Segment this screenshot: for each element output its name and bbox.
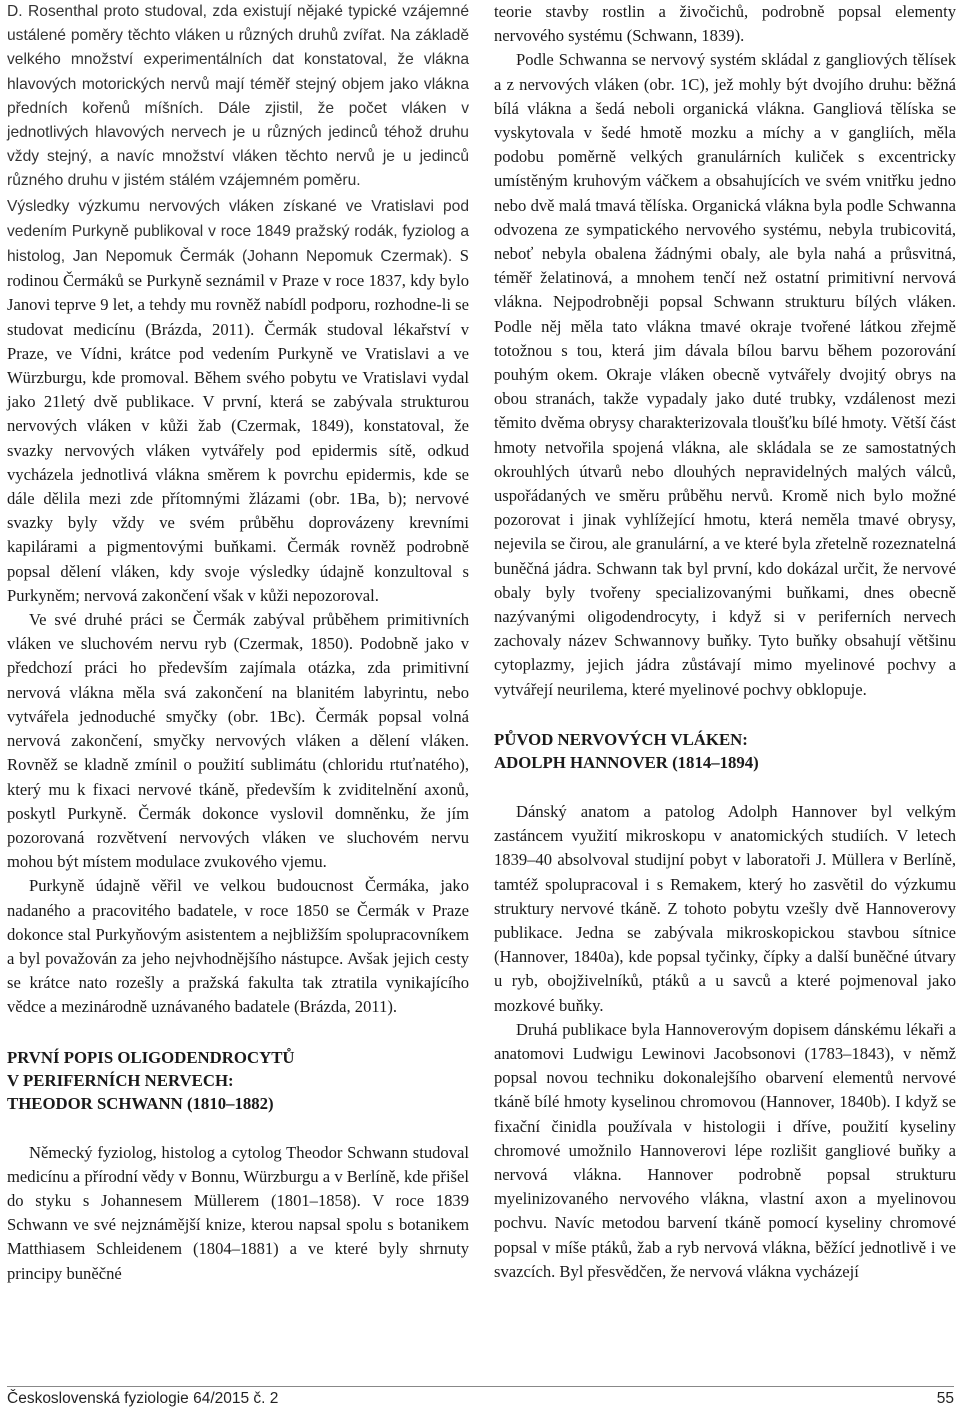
heading-line: PŮVOD NERVOVÝCH VLÁKEN: [494, 729, 748, 749]
paragraph-schwann-bio: Německý fyziolog, histolog a cytolog Theodor Schwann studoval medicínu a přírodní vědy v Bonnu, Würzburgu a v Berlíně, kde přišel do styku s Johannesem Müllerem (1801–1858). V roce 1839 Schwann ve své nejznámější knize, kterou napsal spolu s botanikem Matthiasem Schleidenem (1804–1881) a ve které byly shrnuty principy buněčné [7, 1142, 469, 1283]
heading-line: THEODOR SCHWANN (1810–1882) [7, 1093, 274, 1113]
paragraph-czermak-intro [7, 194, 469, 608]
paragraph-schwann-nervous-system: Podle Schwanna se nervový systém skládal z gangliových tělísek a z nervových vláken (obr. 1C), jež mohly být dvojího druhu: běžná bílá vlákna a šedá neboli organická vlákna. Gangliová tělíska se vyskytovala v šedé hmotě mozku a míchy a v gangliích, měla podobu poměrně velkých granulárních kuliček s excentricky umístěným kruhovým váčkem a obsahujících ve svém vnitřku jedno nebo dvě malá tmavá tělíska. Organická vlákna byla podle Schwanna odvozena ze sympatického nervového systému, nebyla trubicovitá, neboť nebyla obalena žádnými obaly, ale byla nahá a průsvitná, téměř želatinová, a mnohem tenčí než ostatní primitivní nervová vlákna. Nejpodrobněji popsal Schwann strukturu bílých vláken. Podle něj měla tato vlákna tmavé okraje tvořené látkou zřejmě totožnou s tou, která jim dávala bílou barvu během pozorování pouhým okem. Okraje vláken obecně vytvářely dvojitý obrys na obou stranách, takže vypadaly jako duté trubky, vzdálenost mezi těmito dvěma obrysy charakterizovala tloušťku bílé hmoty. Větší část hmoty netvořila spojená vlákna, ale skládala se ze samostatných okrouhlých útvarů nebo dlouhých nepravidelných malých válců, uspořádaných ve směru průběhu nervů. Kromě nich bylo možné pozorovat i jinak vyhlížející hmotu, která neměla tmavé obrysy, nejevila se čirou, ale granulární, a ve které byla zřetelně rozeznatelná buněčná jádra. Schwann tak byl první, kdo dokázal určit, že nervové obaly byly tvořeny specializovanými buňkami, dnes obecně nazývanými oligodendrocyty, i když si v periferních nervech zachovaly název Schwannovy buňky. Tyto buňky obsahují většinu cytoplazmy, jejich jádra zůstávají mimo myelinové pochvy a vytvářejí neurilema, které myelinové pochvy obklopuje. [494, 50, 956, 699]
section-heading-hannover [494, 728, 956, 774]
paragraph-czermak-intro-serif: S rodinou Čermáků se Purkyně seznámil v Praze v roce 1837, kdy bylo Janovi teprve 9 let, a tehdy mu rovněž nabídl podporu, rozhodne-li se studovat medicínu (Brázda, 2011). Čermák studoval lékařství v Praze, ve Vídni, krátce pod vedením Purkyně ve Vratislavi a ve Würzburgu, kde promoval. Během svého pobytu ve Vratislavi vydal jako 21letý dvě publikace. V první, která se zabývala strukturou nervových vláken v kůži žab (Czermak, 1849), konstatoval, že svazky nervových vláken vytvářely pod epidermis sítě, odkud vycházela jednotlivá vlákna směrem k povrchu epidermis, kde se dále dělila mezi zde přítomnými žlázami (obr. 1Ba, b); nervové svazky byly vždy ve svém průběhu doprovázeny krevními kapilárami a pigmentovými buňkami. Čermák rovněž podrobně popsal dělení vláken, kdy svoje výsledky údajně konzultoval s Purkyněm; nervová zakončení však v kůži nepozoroval. [7, 246, 469, 605]
paragraph-purkyne-czermak: Purkyně údajně věřil ve velkou budoucnost Čermáka, jako nadaného a pracovitého badatele, v roce 1850 se Čermák v Praze dokonce stal Purkyňovým asistentem a nejbližším spolupracovníkem a byl považován za jeho nejvhodnějšího nástupce. Avšak jejich cesty se krátce nato rozešly a pražská fakulta tak ztratila vynikajícího vědce a mezinárodně uznávaného badatele (Brázda, 2011). [7, 876, 469, 1017]
paragraph-rosenthal: D. Rosenthal proto studoval, zda existují nějaké typické vzájemné ustálené poměry těchto vláken u různých druhů zvířat. Na základě velkého množství experimentálních dat konstatoval, že vlákna hlavových motorických nervů mají téměř stejný objem jako vlákna předních kořenů míšních. Dále zjistil, že počet vláken v jednotlivých hlavových nervech je u různých jedinců téhož druhu vždy stejný, a navíc množství vláken těchto nervů je u jedinců různého druhu v jistém stálém vzájemném poměru. [7, 3, 469, 190]
left-column [7, 0, 469, 1286]
paragraph-schwann-theory: teorie stavby rostlin a živočichů, podrobně popsal elementy nervového systému (Schwann, 1839). [494, 2, 956, 46]
page-number: 55 [936, 1390, 954, 1407]
journal-citation: Československá fyziologie 64/2015 č. 2 [7, 1390, 279, 1407]
heading-line: PRVNÍ POPIS OLIGODENDROCYTŮ [7, 1047, 295, 1067]
section-heading-schwann [7, 1046, 469, 1115]
paragraph-czermak-intro-sans: Výsledky výzkumu nervových vláken získané ve Vratislavi pod vedením Purkyně publikoval v roce 1849 pražský rodák, fyziolog a histolog, Jan Nepomuk Čermák (Johann Nepomuk Czermak). [7, 197, 469, 266]
page-footer [7, 1386, 954, 1411]
heading-line: V PERIFERNÍCH NERVECH: [7, 1070, 234, 1090]
paragraph-czermak-second-work: Ve své druhé práci se Čermák zabýval průběhem primitivních vláken ve sluchovém nervu ryb (Czermak, 1850). Podobně jako v předchozí práci ho především zajímala otázka, zda primitivní nervová vlákna měla svá zakončení na blanitém labyrintu, nebo vytvářela jednoduché smyčky (obr. 1Bc). Čermák popsal volná nervová zakončení, smyčky nervových vláken a dělení vláken. Rovněž se kladně zmínil o použití sublimátu (chloridu rtuťnatého), který mu k fixaci nervové tkáně, především k zviditelnění axonů, poskytl Purkyně. Čermák dokonce vyslovil domněnku, že jím pozorovaná rozvětvení nervových vláken ve sluchovém nervu mohou být místem modulace zvukového vjemu. [7, 610, 469, 872]
right-column [494, 0, 956, 1284]
paragraph-hannover-second-publication: Druhá publikace byla Hannoverovým dopisem dánskému lékaři a anatomovi Ludwigu Lewinovi Jacobsonovi (1783–1843), v němž popsal novou techniku dokonalejšího obarvení elementů nervové tkáně bílé hmoty kyselinou chromovou (Hannover, 1840b). I když se fixační činidla používala v histologii i dříve, použití kyseliny chromové umožnilo Hannoverovi lépe rozlišit gangliové buňky a nervová vlákna. Hannover podrobně popsal strukturu myelinizovaného nervového vlákna, vlastní axon a myelinovou pochvu. Navíc metodou barvení tkáně pomocí kyseliny chromové popsal v míše ptáků, žab a ryb nervová vlákna, běžící jednotlivě i ve svazcích. Byl přesvědčen, že nervová vlákna vycházejí [494, 1019, 956, 1281]
heading-line: ADOLPH HANNOVER (1814–1894) [494, 752, 759, 772]
paragraph-hannover-bio: Dánský anatom a patolog Adolph Hannover byl velkým zastáncem využití mikroskopu v anatomických studiích. V letech 1839–40 absolvoval studijní pobyt v laboratoři J. Müllera v Berlíně, tamtéž spolupracoval i s Remakem, který ho zasvětil do výzkumu struktury nervové tkáně. Z tohoto pobytu vzešly dvě Hannoverovy publikace. Jedna se zabývala mikroskopickou stavbou sítnice (Hannover, 1840a), kde popsal tyčinky, čípky a další buněčné útvary u ryb, obojživelníků, ptáků a u savců a které pojmenoval jako mozkové buňky. [494, 801, 956, 1015]
